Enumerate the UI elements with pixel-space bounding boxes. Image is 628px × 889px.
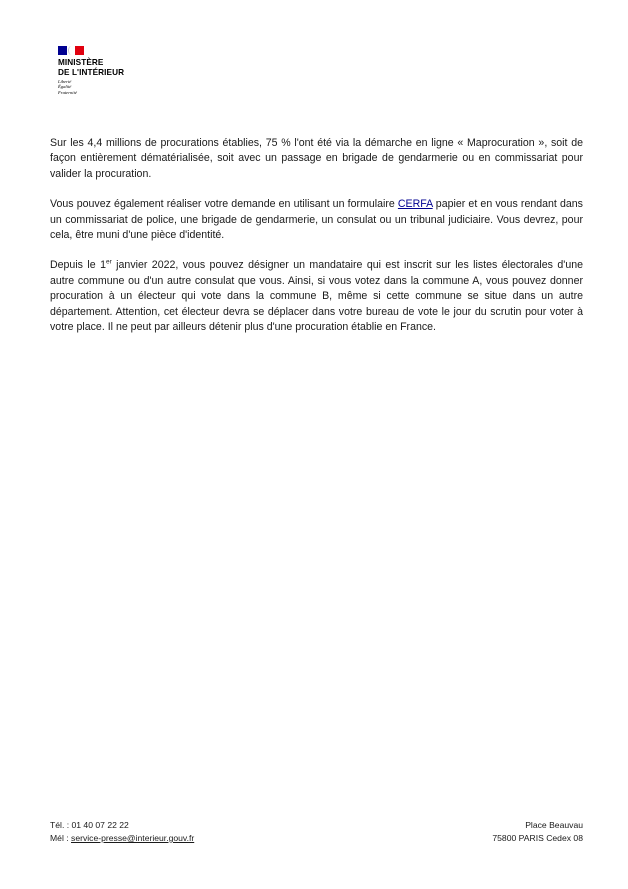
paragraph-procurations-stats: Sur les 4,4 millions de procurations établies, 75 % l'ont été via la démarche en ligne « Maprocuration », soit de façon entièrement dématérialisée, soit avec un passage en brigade de gendarmerie ou en commissariat pour valider la procuration.: [50, 137, 583, 180]
footer-phone: Tél. : 01 40 07 22 22: [50, 820, 129, 830]
paragraph-mandataire: Depuis le 1er janvier 2022, vous pouvez désigner un mandataire qui est inscrit sur les listes électorales d'une autre commune ou d'un autre consulat que vous. Ainsi, si vous votez dans la commune A, vous pouvez donner procuration à un électeur qui vote dans la commune B, même si cette commune se situe dans un autre département. Attention, cet électeur devra se déplacer dans votre bureau de vote le jour du scrutin pour voter à votre place. Il ne peut par ailleurs détenir plus d'une procuration établie en France.: [50, 258, 583, 334]
email-link[interactable]: service-presse@interieur.gouv.fr: [71, 833, 195, 843]
ministry-name-line1: MINISTÈRE: [58, 58, 104, 67]
address-line1: Place Beauvau: [525, 820, 583, 830]
motto-liberte: Liberté: [58, 79, 72, 84]
document-body: [50, 136, 583, 350]
cerfa-link[interactable]: CERFA: [397, 198, 433, 211]
footer-contact: [50, 819, 194, 845]
ministry-logo: [58, 46, 178, 95]
french-flag-icon: [58, 46, 84, 55]
republic-motto: [58, 79, 178, 95]
footer-address: [492, 819, 583, 845]
footer-email-line: Mél : service-presse@interieur.gouv.fr: [50, 833, 195, 843]
ministry-name-line2: DE L'INTÉRIEUR: [58, 67, 125, 77]
motto-egalite: Égalité: [58, 84, 72, 90]
ministry-name: [58, 58, 178, 77]
motto-fraternite: Fraternité: [58, 89, 77, 95]
paragraph-cerfa: Vous pouvez également réaliser votre demande en utilisant un formulaire CERFA papier et en vous rendant dans un commissariat de police, une brigade de gendarmerie, un consulat ou un tribunal judiciaire. Vous devrez, pour cela, être muni d'une pièce d'identité.: [50, 198, 583, 242]
address-line2: 75800 PARIS Cedex 08: [492, 833, 583, 843]
